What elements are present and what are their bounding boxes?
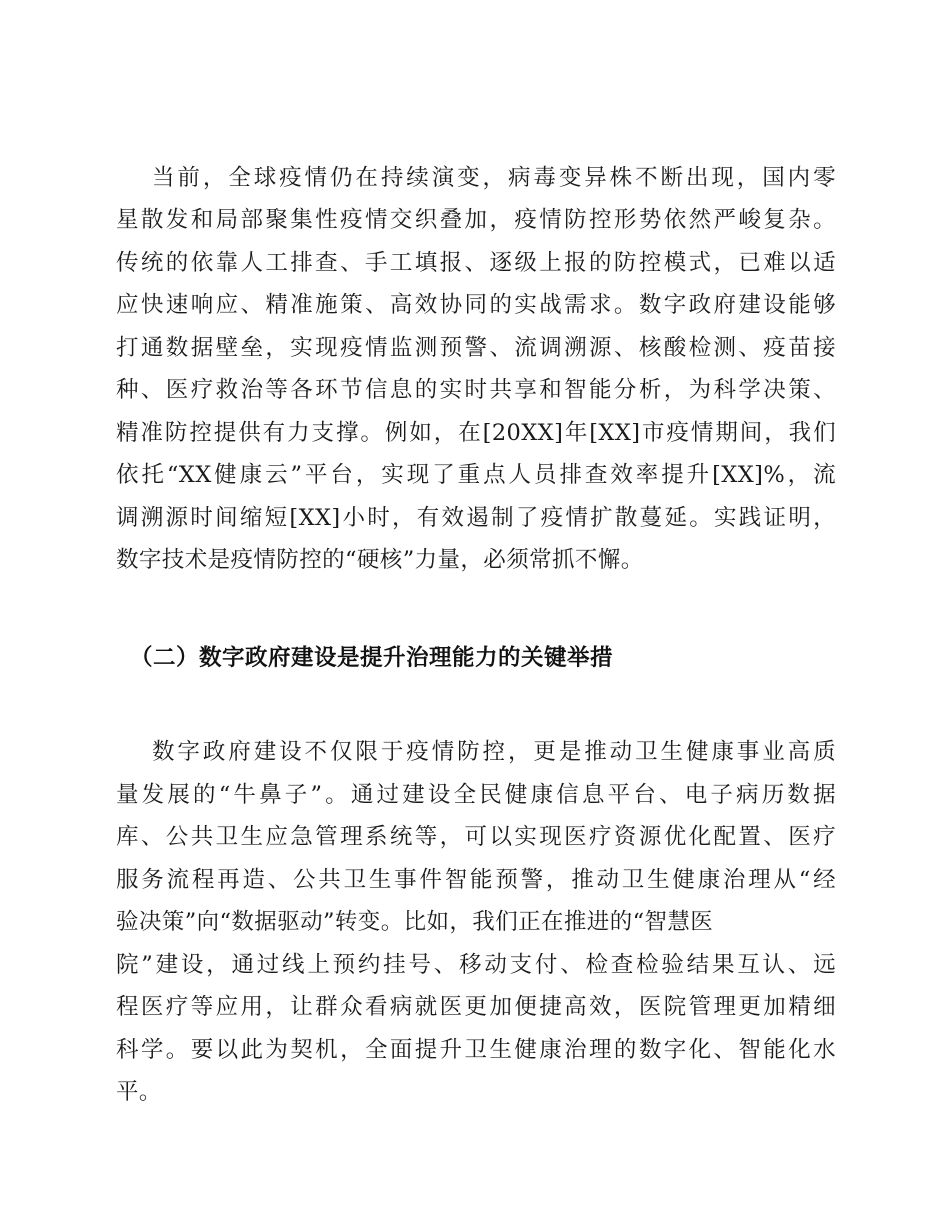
paragraph-2-line: 库、公共卫生应急管理系统等，可以实现医疗资源优化配置、医疗 [116, 824, 836, 850]
paragraph-1-line: 应快速响应、精准施策、高效协同的实战需求。数字政府建设能够 [116, 292, 836, 318]
paragraph-2-line: 量发展的“牛鼻子”。通过建设全民健康信息平台、电子病历数据 [116, 782, 836, 808]
paragraph-2-line: 科学。要以此为契机，全面提升卫生健康治理的数字化、智能化水 [116, 1037, 836, 1063]
paragraph-2-line: 数字政府建设不仅限于疫情防控，更是推动卫生健康事业高质 [152, 739, 836, 765]
paragraph-2-line: 服务流程再造、公共卫生事件智能预警，推动卫生健康治理从“经 [116, 867, 836, 893]
section-heading: （二）数字政府建设是提升治理能力的关键举措 [130, 645, 614, 671]
paragraph-1-line: 当前，全球疫情仍在持续演变，病毒变异株不断出现，国内零 [152, 165, 836, 191]
paragraph-2-line: 验决策”向“数据驱动”转变。比如，我们正在推进的“智慧医 [116, 909, 714, 935]
paragraph-1-line: 星散发和局部聚集性疫情交织叠加，疫情防控形势依然严峻复杂。 [116, 207, 836, 233]
paragraph-1-line: 数字技术是疫情防控的“硬核”力量，必须常抓不懈。 [116, 547, 644, 573]
paragraph-1-line: 传统的依靠人工排查、手工填报、逐级上报的防控模式，已难以适 [116, 250, 836, 276]
paragraph-1-line: 调溯源时间缩短[XX]小时，有效遏制了疫情扩散蔓延。实践证明， [116, 505, 836, 531]
paragraph-1-line: 精准防控提供有力支撑。例如，在[20XX]年[XX]市疫情期间，我们 [116, 420, 836, 446]
paragraph-2-line: 程医疗等应用，让群众看病就医更加便捷高效，医院管理更加精细 [116, 994, 836, 1020]
paragraph-1-line: 依托“XX健康云”平台，实现了重点人员排查效率提升[XX]%，流 [116, 462, 836, 488]
paragraph-2-line: 平。 [116, 1079, 162, 1105]
paragraph-1-line: 打通数据壁垒，实现疫情监测预警、流调溯源、核酸检测、疫苗接 [116, 335, 836, 361]
paragraph-1-line: 种、医疗救治等各环节信息的实时共享和智能分析，为科学决策、 [116, 377, 836, 403]
paragraph-2-line: 院”建设，通过线上预约挂号、移动支付、检查检验结果互认、远 [116, 952, 836, 978]
